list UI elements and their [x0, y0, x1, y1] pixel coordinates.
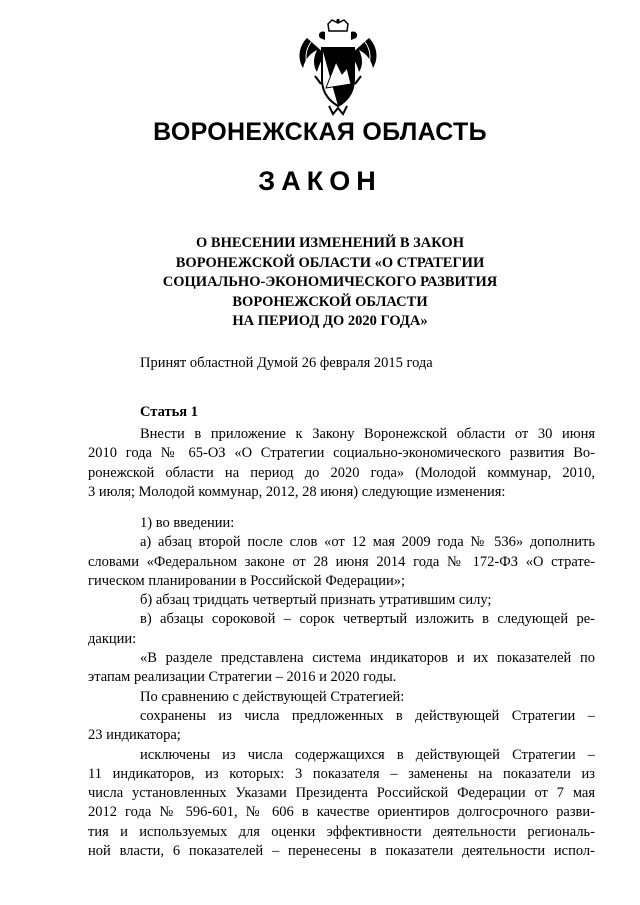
law-title-line: НА ПЕРИОД ДО 2020 ГОДА» [232, 313, 428, 329]
document-type-heading: ЗАКОН [258, 166, 382, 196]
paragraph-line: 1) во введении: [140, 515, 235, 531]
paragraph-line: По сравнению с действующей Стратегией: [140, 688, 405, 705]
paragraph-line: гическом планировании в Российской Федерации»; [88, 572, 406, 589]
adoption-note: Принят областной Думой 26 февраля 2015 года [140, 355, 433, 371]
law-title-line: О ВНЕСЕНИИ ИЗМЕНЕНИЙ В ЗАКОН [196, 235, 464, 251]
paragraph-line: Внести в приложение к Закону Воронежской области от 30 июня [140, 426, 595, 442]
paragraph-line: тия и используемых для оценки эффективности деятельности региональ- [88, 823, 595, 840]
paragraph-line: словами «Федеральном законе от 28 июня 2014 года № 172-ФЗ «О страте- [88, 553, 595, 570]
paragraph-line: а) абзац второй после слов «от 12 мая 2009 года № 536» дополнить [140, 534, 595, 551]
paragraph-line: 2012 года № 596-601, № 606 в качестве ориентиров долгосрочного разви- [88, 804, 595, 821]
article-heading: Статья 1 [140, 404, 198, 420]
paragraph-line: 11 индикаторов, из которых: 3 показателя – заменены на показатели из [88, 765, 595, 782]
paragraph-line: ронежской области на период до 2020 года» (Молодой коммунар, 2010, [88, 464, 595, 481]
paragraph-line: «В разделе представлена система индикаторов и их показателей по [140, 650, 595, 667]
law-title [110, 234, 550, 332]
paragraph-line: исключены из числа содержащихся в действующей Стратегии – [140, 746, 595, 763]
paragraph-line: дакции: [88, 630, 137, 647]
paragraph-line: этапам реализации Стратегии – 2016 и 2020 годы. [88, 669, 397, 686]
amendments-block [88, 514, 595, 861]
law-title-line: ВОРОНЕЖСКОЙ ОБЛАСТИ [232, 293, 428, 310]
law-title-line: СОЦИАЛЬНО-ЭКОНОМИЧЕСКОГО РАЗВИТИЯ [162, 274, 498, 290]
paragraph-line: в) абзацы сороковой – сорок четвертый изложить в следующей ре- [140, 611, 595, 628]
paragraph-line: 3 июля; Молодой коммунар, 2012, 28 июня) следующие изменения: [88, 483, 506, 500]
region-title: ВОРОНЕЖСКАЯ ОБЛАСТЬ [153, 118, 487, 146]
paragraph-line: 2010 года № 65-ОЗ «О Стратегии социально-экономического развития Во- [88, 445, 595, 462]
paragraph-line: 23 индикатора; [88, 727, 181, 744]
paragraph-line: числа установленных Указами Президента Российской Федерации от 7 мая [88, 785, 595, 802]
paragraph-line: ной власти, 6 показателей – перенесены в показатели деятельности испол- [88, 843, 595, 860]
coat-of-arms-icon [295, 18, 381, 118]
article-intro [88, 425, 595, 502]
law-title-line: ВОРОНЕЖСКОЙ ОБЛАСТИ «О СТРАТЕГИИ [175, 254, 485, 271]
paragraph-line: сохранены из числа предложенных в действующей Стратегии – [140, 707, 595, 724]
paragraph-line: б) абзац тридцать четвертый признать утратившим силу; [140, 592, 492, 609]
